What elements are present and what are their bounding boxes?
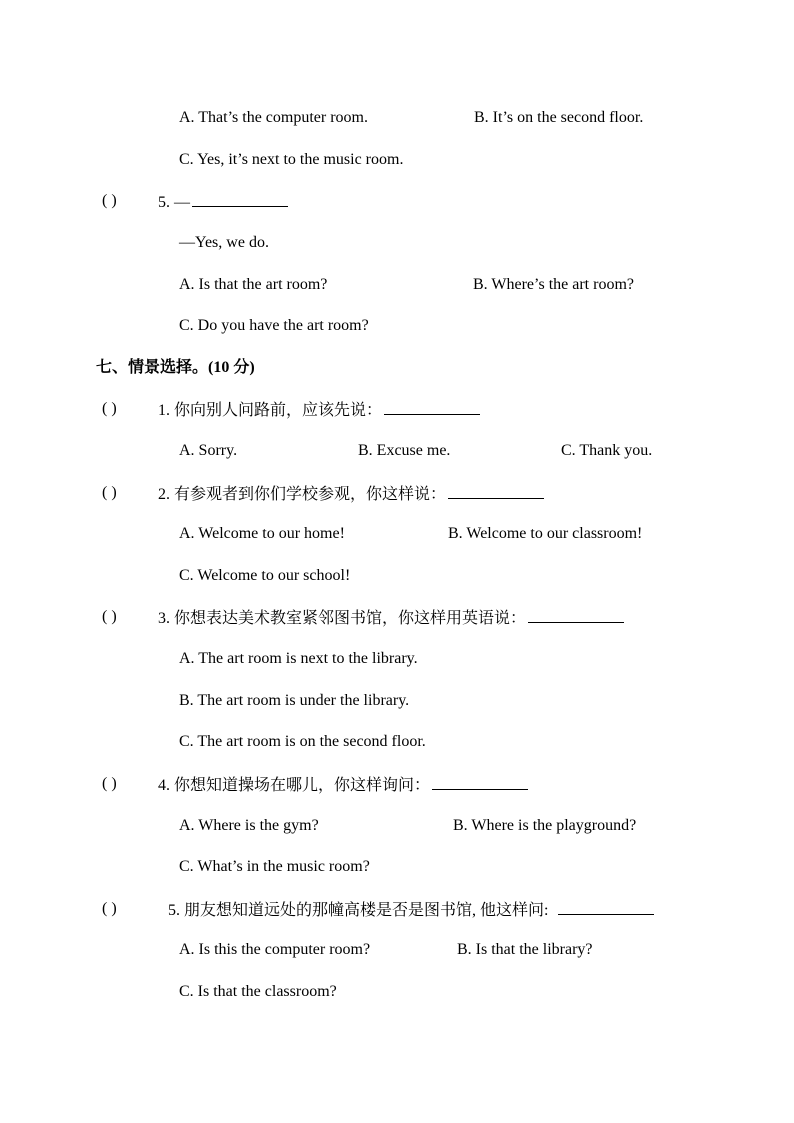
s7-q3-option-c: C. The art room is on the second floor. — [179, 733, 426, 750]
section-title: 七、情景选择。 — [96, 359, 209, 376]
s7-q4-option-a: A. Where is the gym? — [179, 817, 319, 834]
s7-q4-text: 4. 你想知道操场在哪儿，你这样询问： — [158, 777, 431, 794]
s7-q3-blank[interactable] — [528, 607, 624, 623]
s7-q5-text: 5. 朋友想知道远处的那幢高楼是否是图书馆, 他这样问: — [168, 902, 549, 919]
s7-q5-option-c: C. Is that the classroom? — [179, 983, 337, 1000]
s7-q3-option-b: B. The art room is under the library. — [179, 692, 410, 709]
q5-number: 5. — [158, 194, 170, 211]
q5-option-b: B. Where’s the art room? — [473, 276, 634, 293]
s7-q1-option-c: C. Thank you. — [561, 442, 653, 459]
s7-q3-option-a: A. The art room is next to the library. — [179, 650, 418, 667]
section-heading — [96, 358, 255, 378]
s7-q5-option-a: A. Is this the computer room? — [179, 941, 371, 958]
prev-option-c: C. Yes, it’s next to the music room. — [179, 151, 404, 168]
s7-q2-text: 2. 有参观者到你们学校参观，你这样说： — [158, 486, 447, 503]
s7-q2-blank[interactable] — [448, 483, 544, 499]
s7-q2-option-a: A. Welcome to our home! — [179, 525, 345, 542]
s7-q2-option-c: C. Welcome to our school! — [179, 567, 351, 584]
s7-q4-blank[interactable] — [432, 774, 528, 790]
s7-q2-answer-paren[interactable]: ( ) — [102, 484, 117, 501]
s7-q4-option-c: C. What’s in the music room? — [179, 858, 370, 875]
s7-q4-option-b: B. Where is the playground? — [453, 817, 637, 834]
s7-q2-prompt — [158, 483, 544, 505]
q5-dash: — — [174, 194, 190, 211]
s7-q2-option-b: B. Welcome to our classroom! — [448, 525, 643, 542]
q5-prompt — [158, 191, 288, 213]
prev-option-a: A. That’s the computer room. — [179, 109, 368, 126]
s7-q3-answer-paren[interactable]: ( ) — [102, 608, 117, 625]
s7-q1-text: 1. 你向别人问路前，应该先说： — [158, 402, 383, 419]
prev-option-b: B. It’s on the second floor. — [474, 109, 644, 126]
s7-q1-prompt — [158, 399, 480, 421]
s7-q5-prompt — [168, 899, 654, 921]
s7-q1-option-a: A. Sorry. — [179, 442, 238, 459]
s7-q4-answer-paren[interactable]: ( ) — [102, 775, 117, 792]
section-score: (10 分) — [208, 359, 255, 376]
s7-q1-blank[interactable] — [384, 399, 480, 415]
s7-q5-answer-paren[interactable]: ( ) — [102, 900, 117, 917]
q5-answer-paren[interactable]: ( ) — [102, 192, 117, 209]
s7-q4-prompt — [158, 774, 528, 796]
q5-blank[interactable] — [192, 191, 288, 207]
q5-reply: —Yes, we do. — [179, 234, 269, 251]
s7-q3-prompt — [158, 607, 624, 629]
q5-option-a: A. Is that the art room? — [179, 276, 328, 293]
s7-q1-answer-paren[interactable]: ( ) — [102, 400, 117, 417]
s7-q1-option-b: B. Excuse me. — [358, 442, 451, 459]
s7-q5-blank[interactable] — [558, 899, 654, 915]
q5-option-c: C. Do you have the art room? — [179, 317, 369, 334]
s7-q3-text: 3. 你想表达美术教室紧邻图书馆，你这样用英语说： — [158, 610, 527, 627]
s7-q5-option-b: B. Is that the library? — [457, 941, 593, 958]
